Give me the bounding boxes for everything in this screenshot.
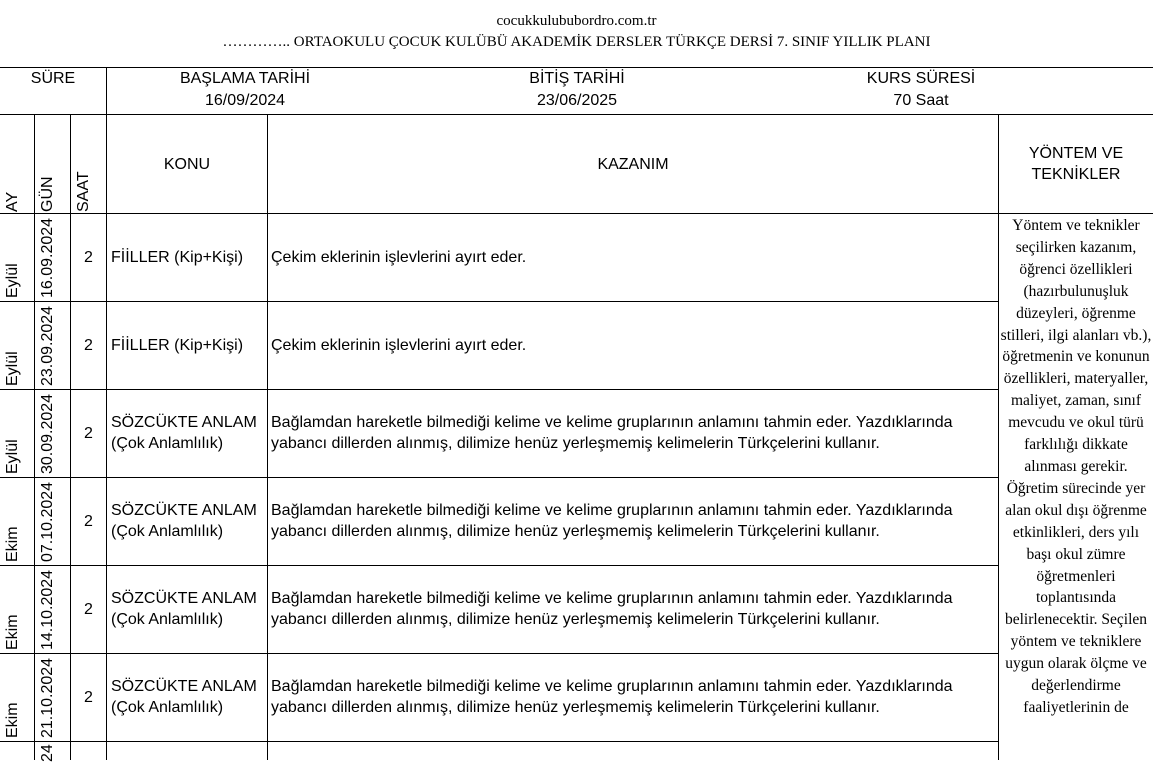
yontem-ve-teknikler-text: Yöntem ve teknikler seçilirken kazanım, öğrenci özellikleri (hazırbulunuşluk düzeyleri, öğrenme stilleri, ilgi alanları vb.), öğretmenin ve konunun özellikleri, materyaller, maliyet, zaman, sınıf mevcudu ve okul türü farklılığı dikkate alınması gerekir. Öğretim sürecinde yer alan okul dışı öğrenme etkinlikleri, ders yılı başı okul zümre öğretmenleri toplantısında belirlenecektir. Seçilen yöntem ve tekniklere uygun olarak ölçme ve değerlendirme faaliyetlerinin de (1000, 217, 1152, 716)
row-3-kazanim-line2: yabancı dillerden alınmış, dilimize henüz yerleşmemiş kelimelerin Türkçelerini kullanır. (271, 435, 880, 452)
row-6-konu-line1: SÖZCÜKTE ANLAM (111, 678, 257, 695)
row-2-ay: Eylül (4, 351, 21, 386)
col-header-yontem-line2: TEKNİKLER (1031, 166, 1121, 183)
row-5-konu-line2: (Çok Anlamlılık) (111, 611, 224, 628)
row-2-kazanim: Çekim eklerinin işlevlerini ayırt eder. (271, 337, 527, 354)
row-5-saat: 2 (84, 601, 93, 618)
course-duration-value: 70 Saat (893, 92, 949, 109)
col-header-gun: GÜN (39, 176, 56, 212)
row-6-saat: 2 (84, 689, 93, 706)
row-border (0, 389, 998, 390)
row-4-kazanim-line1: Bağlamdan hareketle bilmediği kelime ve kelime gruplarının anlamını tahmin eder. Yazdıklarında (271, 502, 953, 519)
row-border (0, 653, 998, 654)
summary-bottom-border (0, 114, 1153, 115)
end-date-value: 23/06/2025 (536, 92, 618, 109)
row-1-ay: Eylül (4, 263, 21, 298)
sure-label: SÜRE (30, 70, 76, 87)
row-6-gun: 21.10.2024 (39, 657, 56, 738)
row-5-ay: Ekim (4, 614, 21, 650)
row-5-kazanim-line1: Bağlamdan hareketle bilmediği kelime ve kelime gruplarının anlamını tahmin eder. Yazdıklarında (271, 590, 953, 607)
plan-title: ………….. ORTAOKULU ÇOCUK KULÜBÜ AKADEMİK DERSLER TÜRKÇE DERSİ 7. SINIF YILLIK PLANI (222, 34, 931, 50)
row-2-gun: 23.09.2024 (39, 305, 56, 386)
row-1-kazanim: Çekim eklerinin işlevlerini ayırt eder. (271, 249, 527, 266)
row-4-gun: 07.10.2024 (39, 481, 56, 562)
row-3-konu-line2: (Çok Anlamlılık) (111, 435, 224, 452)
row-2-konu: FİİLLER (Kip+Kişi) (111, 337, 244, 354)
row-3-saat: 2 (84, 425, 93, 442)
row-5-kazanim-line2: yabancı dillerden alınmış, dilimize henüz yerleşmemiş kelimelerin Türkçelerini kullanır. (271, 611, 880, 628)
row-6-konu-line2: (Çok Anlamlılık) (111, 699, 224, 716)
row-5-konu-line1: SÖZCÜKTE ANLAM (111, 590, 257, 607)
row-border (0, 741, 998, 742)
grid-line (34, 114, 35, 760)
row-4-konu-line2: (Çok Anlamlılık) (111, 523, 224, 540)
row-1-gun: 16.09.2024 (39, 217, 56, 298)
row-6-kazanim-line1: Bağlamdan hareketle bilmediği kelime ve kelime gruplarının anlamını tahmin eder. Yazdıklarında (271, 678, 953, 695)
row-1-saat: 2 (84, 249, 93, 266)
grid-line (267, 114, 268, 760)
row-4-kazanim-line2: yabancı dillerden alınmış, dilimize henüz yerleşmemiş kelimelerin Türkçelerini kullanır. (271, 523, 880, 540)
row-5-gun: 14.10.2024 (39, 569, 56, 650)
row-4-konu-line1: SÖZCÜKTE ANLAM (111, 502, 257, 519)
col-header-saat: SAAT (75, 171, 92, 212)
col-header-ay: AY (4, 191, 21, 212)
row-6-ay: Ekim (4, 702, 21, 738)
start-date-value: 16/09/2024 (204, 92, 286, 109)
start-date-label: BAŞLAMA TARİHİ (179, 70, 311, 87)
row-3-konu-line1: SÖZCÜKTE ANLAM (111, 414, 257, 431)
row-6-kazanim-line2: yabancı dillerden alınmış, dilimize henüz yerleşmemiş kelimelerin Türkçelerini kullanır. (271, 699, 880, 716)
row-3-kazanim-line1: Bağlamdan hareketle bilmediği kelime ve kelime gruplarının anlamını tahmin eder. Yazdıklarında (271, 414, 953, 431)
col-header-kazanim: KAZANIM (597, 156, 669, 173)
row-border (0, 477, 998, 478)
row-4-saat: 2 (84, 513, 93, 530)
site-name: cocukkulububordro.com.tr (496, 13, 657, 29)
row-border (0, 301, 998, 302)
row-border (0, 565, 998, 566)
row-3-ay: Eylül (4, 439, 21, 474)
end-date-label: BİTİŞ TARİHİ (529, 70, 625, 87)
row-7-gun-partial: 24 (39, 744, 56, 762)
row-3-gun: 30.09.2024 (39, 393, 56, 474)
course-duration-label: KURS SÜRESİ (866, 70, 976, 87)
col-header-konu: KONU (163, 156, 211, 173)
row-1-konu: FİİLLER (Kip+Kişi) (111, 249, 244, 266)
row-2-saat: 2 (84, 337, 93, 354)
header-row-border (0, 213, 1153, 214)
row-4-ay: Ekim (4, 526, 21, 562)
col-header-yontem-line1: YÖNTEM VE (1028, 145, 1124, 162)
